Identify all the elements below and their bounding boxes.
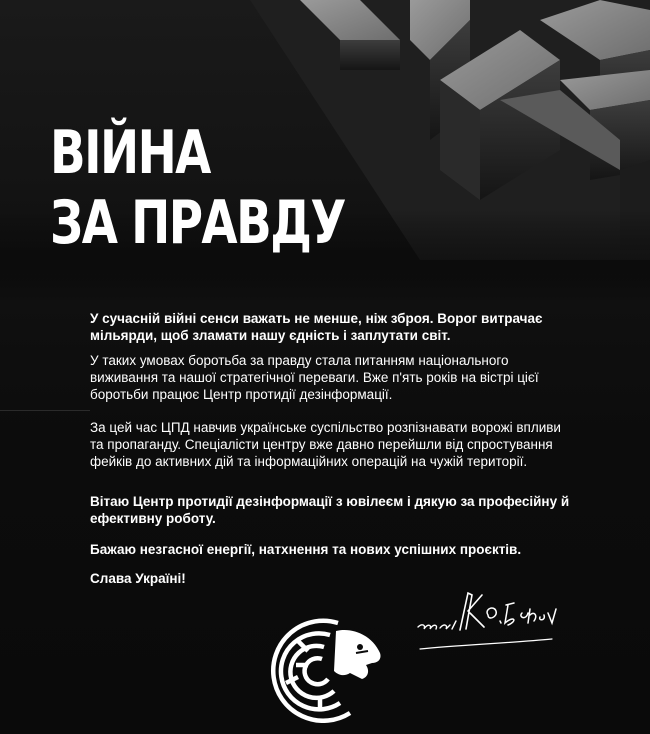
closing-greeting: Слава Україні!	[90, 571, 186, 586]
signature-icon	[410, 565, 560, 655]
paragraph-1: У сучасній війні сенси важать не менше, ніж зброя. Ворог витрачає мільярди, щоб зламати нашу єдність і заплутати світ.	[90, 311, 543, 343]
title-block	[50, 118, 428, 258]
paragraph-4: Вітаю Центр протидії дезінформації з ювілеєм і дякую за професійну й ефективну роботу.	[90, 494, 570, 526]
maze-eagle-logo-icon	[268, 613, 386, 723]
paragraph-2: У таких умовах боротьба за правду стала питанням національного виживання та нашої стратегічної переваги. Вже п'ять років на вістрі цієї боротьби працює Центр протидії дезінформації.	[90, 353, 539, 402]
paragraph-3: За цей час ЦПД навчив українське суспільство розпізнавати ворожі впливи та пропаганду. Спеціалісти центру вже давно перейшли від спростування фейків до активних дій та інформаційних операцій на чужій території.	[90, 420, 561, 469]
title-line-2: ЗА ПРАВДУ	[50, 188, 345, 258]
title-line-1: ВІЙНА	[50, 118, 210, 188]
divider-line	[0, 410, 90, 411]
paragraph-5: Бажаю незгасної енергії, натхнення та нових успішних проєктів.	[90, 542, 522, 557]
